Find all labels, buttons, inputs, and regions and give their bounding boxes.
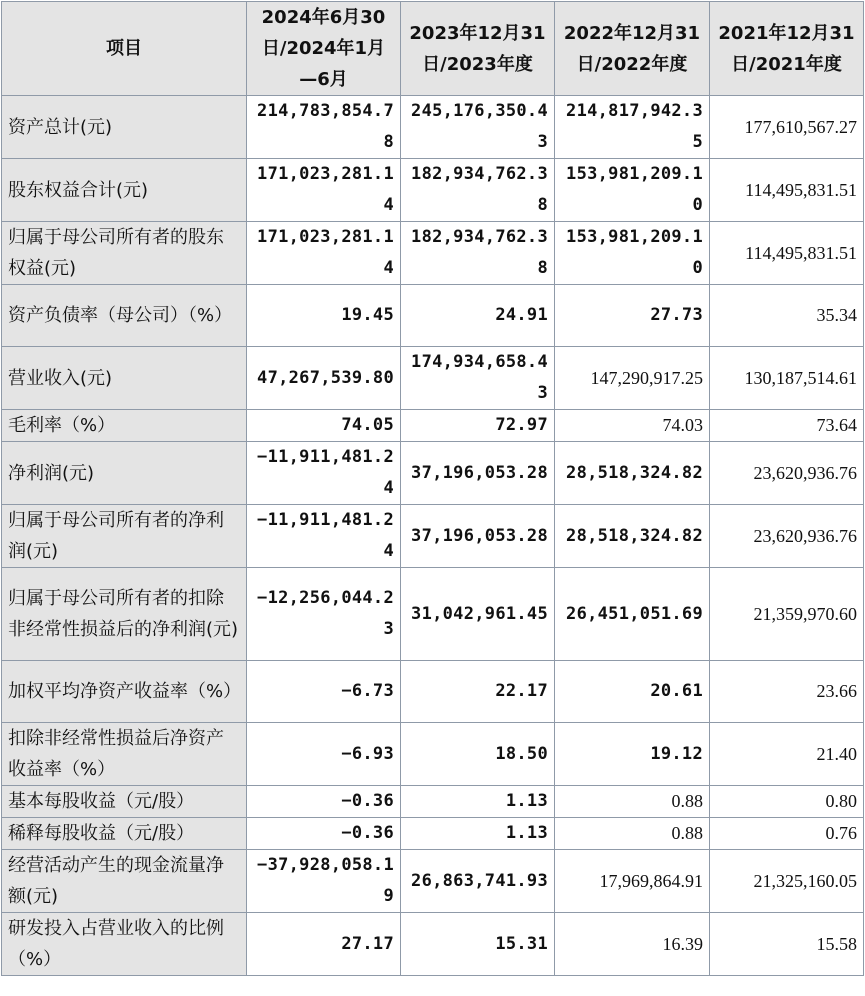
row-value: 26,451,051.69	[555, 568, 710, 661]
table-row	[2, 723, 864, 786]
row-value: 28,518,324.82	[555, 442, 710, 505]
row-value: 23,620,936.76	[710, 442, 864, 505]
row-value: 24.91	[401, 285, 555, 347]
financial-data-table	[1, 1, 864, 976]
row-value: 130,187,514.61	[710, 347, 864, 410]
row-value: 31,042,961.45	[401, 568, 555, 661]
table-row	[2, 850, 864, 913]
row-value: 47,267,539.80	[247, 347, 401, 410]
row-label: 经营活动产生的现金流量净额(元)	[2, 850, 247, 913]
row-value: 245,176,350.43	[401, 96, 555, 159]
row-value: −11,911,481.24	[247, 442, 401, 505]
table-row	[2, 913, 864, 976]
row-value: 15.31	[401, 913, 555, 976]
row-value: 1.13	[401, 818, 555, 850]
row-value: 19.45	[247, 285, 401, 347]
row-label: 扣除非经常性损益后净资产收益率（%）	[2, 723, 247, 786]
row-value: 1.13	[401, 786, 555, 818]
row-value: 23.66	[710, 661, 864, 723]
row-value: −37,928,058.19	[247, 850, 401, 913]
row-label: 稀释每股收益（元/股）	[2, 818, 247, 850]
row-value: 37,196,053.28	[401, 505, 555, 568]
row-value: 74.03	[555, 410, 710, 442]
row-label: 股东权益合计(元)	[2, 159, 247, 222]
row-label: 研发投入占营业收入的比例（%）	[2, 913, 247, 976]
row-value: 21,325,160.05	[710, 850, 864, 913]
row-value: 17,969,864.91	[555, 850, 710, 913]
row-label: 净利润(元)	[2, 442, 247, 505]
row-value: 21.40	[710, 723, 864, 786]
table-row	[2, 96, 864, 159]
row-value: 153,981,209.10	[555, 159, 710, 222]
row-label: 归属于母公司所有者的扣除非经常性损益后的净利润(元)	[2, 568, 247, 661]
header-2022: 2022年12月31日/2022年度	[555, 2, 710, 96]
row-value: 214,783,854.78	[247, 96, 401, 159]
table-row	[2, 568, 864, 661]
table-row	[2, 786, 864, 818]
table-row	[2, 442, 864, 505]
row-value: 26,863,741.93	[401, 850, 555, 913]
table-row	[2, 285, 864, 347]
row-value: −6.73	[247, 661, 401, 723]
row-value: −0.36	[247, 818, 401, 850]
header-2021: 2021年12月31日/2021年度	[710, 2, 864, 96]
row-value: −12,256,044.23	[247, 568, 401, 661]
table-row	[2, 159, 864, 222]
row-value: 37,196,053.28	[401, 442, 555, 505]
row-value: 153,981,209.10	[555, 222, 710, 285]
row-value: 74.05	[247, 410, 401, 442]
row-value: 73.64	[710, 410, 864, 442]
row-label: 资产负债率（母公司）（%）	[2, 285, 247, 347]
row-value: 18.50	[401, 723, 555, 786]
row-label: 归属于母公司所有者的净利润(元)	[2, 505, 247, 568]
row-value: 0.88	[555, 786, 710, 818]
row-value: 28,518,324.82	[555, 505, 710, 568]
table-row	[2, 505, 864, 568]
row-value: 16.39	[555, 913, 710, 976]
table-row	[2, 410, 864, 442]
row-value: 20.61	[555, 661, 710, 723]
row-value: 171,023,281.14	[247, 222, 401, 285]
row-value: 23,620,936.76	[710, 505, 864, 568]
row-value: 0.76	[710, 818, 864, 850]
row-value: 174,934,658.43	[401, 347, 555, 410]
row-label: 归属于母公司所有者的股东权益(元)	[2, 222, 247, 285]
row-value: 182,934,762.38	[401, 222, 555, 285]
row-value: 15.58	[710, 913, 864, 976]
row-value: 27.73	[555, 285, 710, 347]
row-label: 营业收入(元)	[2, 347, 247, 410]
row-value: 22.17	[401, 661, 555, 723]
table-body	[2, 96, 864, 976]
row-label: 资产总计(元)	[2, 96, 247, 159]
row-label: 基本每股收益（元/股）	[2, 786, 247, 818]
row-value: 114,495,831.51	[710, 222, 864, 285]
table-row	[2, 222, 864, 285]
row-value: 0.88	[555, 818, 710, 850]
header-row	[2, 2, 864, 96]
row-value: 0.80	[710, 786, 864, 818]
row-value: 72.97	[401, 410, 555, 442]
row-label: 加权平均净资产收益率（%）	[2, 661, 247, 723]
row-value: 171,023,281.14	[247, 159, 401, 222]
row-value: −0.36	[247, 786, 401, 818]
table-row	[2, 347, 864, 410]
row-value: 114,495,831.51	[710, 159, 864, 222]
row-label: 毛利率（%）	[2, 410, 247, 442]
header-item: 项目	[2, 2, 247, 96]
row-value: 27.17	[247, 913, 401, 976]
header-2024h1: 2024年6月30日/2024年1月—6月	[247, 2, 401, 96]
row-value: 177,610,567.27	[710, 96, 864, 159]
row-value: 19.12	[555, 723, 710, 786]
header-2023: 2023年12月31日/2023年度	[401, 2, 555, 96]
row-value: −6.93	[247, 723, 401, 786]
row-value: −11,911,481.24	[247, 505, 401, 568]
row-value: 35.34	[710, 285, 864, 347]
row-value: 147,290,917.25	[555, 347, 710, 410]
row-value: 21,359,970.60	[710, 568, 864, 661]
table-row	[2, 661, 864, 723]
row-value: 182,934,762.38	[401, 159, 555, 222]
row-value: 214,817,942.35	[555, 96, 710, 159]
table-row	[2, 818, 864, 850]
